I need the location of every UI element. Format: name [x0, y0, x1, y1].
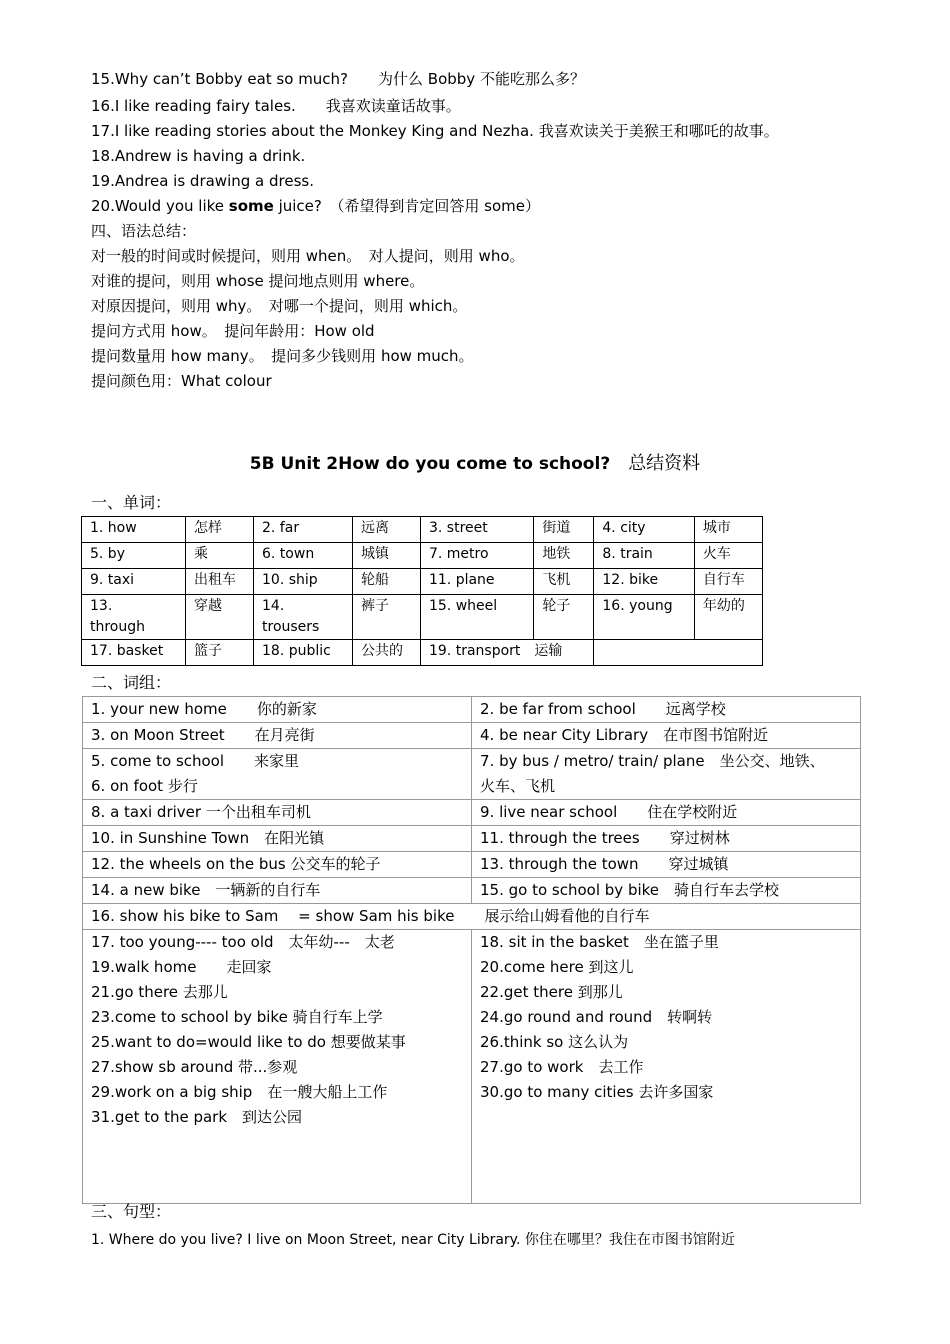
- table-cell: 17. basket: [82, 640, 186, 666]
- table-cell: 乘: [185, 543, 253, 569]
- title-cn: 总结资料: [628, 453, 701, 474]
- table-cell: 7. metro: [420, 543, 533, 569]
- table-cell: 19. transport 运输: [420, 640, 593, 666]
- table-cell: 裤子: [352, 595, 420, 640]
- list-item: 30.go to many cities 去许多国家: [480, 1083, 714, 1101]
- title-en: 5B Unit 2How do you come to school?: [249, 454, 611, 474]
- table-cell: 10. in Sunshine Town 在阳光镇: [83, 826, 472, 852]
- vocab-table: [81, 516, 763, 666]
- table-cell: 15. go to school by bike 骑自行车去学校: [472, 878, 861, 904]
- table-cell: 年幼的: [694, 595, 762, 640]
- table-row: [83, 697, 861, 723]
- cell-line: 火车、飞机: [480, 777, 556, 795]
- table-row: [83, 826, 861, 852]
- table-cell: 地铁: [534, 543, 594, 569]
- sentence-16: 16.I like reading fairy tales. 我喜欢读童话故事。: [91, 97, 461, 115]
- grammar-line-6: 提问颜色用：What colour: [91, 372, 272, 390]
- table-cell: 2. far: [254, 517, 353, 543]
- table-cell: 8. train: [594, 543, 695, 569]
- table-row: [83, 852, 861, 878]
- table-cell: 1. how: [82, 517, 186, 543]
- list-item: 24.go round and round 转啊转: [480, 1008, 713, 1026]
- list-item: 21.go there 去那儿: [91, 983, 228, 1001]
- table-row: [82, 569, 763, 595]
- sentence-20-bold: some: [228, 197, 274, 215]
- sentence-pattern-1: 1. Where do you live? I live on Moon Street, near City Library. 你住在哪里？我住在市图书馆附近: [91, 1232, 735, 1248]
- sentence-15: 15.Why can’t Bobby eat so much? 为什么 Bobby 不能吃那么多？: [91, 70, 585, 88]
- list-item: 17. too young---- too old 太年幼--- 太老: [91, 933, 395, 951]
- table-cell: 11. through the trees 穿过树林: [472, 826, 861, 852]
- section-phrases-heading: 二、词组：: [91, 673, 172, 692]
- table-cell: 怎样: [185, 517, 253, 543]
- page-title: [0, 449, 950, 475]
- grammar-line-5: 提问数量用 how many。 提问多少钱则用 how much。: [91, 347, 474, 365]
- sentence-17: 17.I like reading stories about the Monkey King and Nezha. 我喜欢读关于美猴王和哪吒的故事。: [91, 122, 779, 140]
- table-cell: 1. your new home 你的新家: [83, 697, 472, 723]
- cell-line: 14.: [262, 598, 285, 614]
- table-row: [83, 749, 861, 800]
- table-cell: 18. public: [254, 640, 353, 666]
- table-cell: 远离: [352, 517, 420, 543]
- table-cell: 12. the wheels on the bus 公交车的轮子: [83, 852, 472, 878]
- table-cell: 城市: [694, 517, 762, 543]
- cell-line: 7. by bus / metro/ train/ plane 坐公交、地铁、: [480, 752, 825, 770]
- sentence-20: [91, 196, 540, 216]
- grammar-line-3: 对原因提问，则用 why。 对哪一个提问，则用 which。: [91, 297, 468, 315]
- sentence-20-pre: 20.Would you like: [91, 197, 229, 215]
- phrases-table: [82, 696, 861, 1204]
- table-cell: 城镇: [352, 543, 420, 569]
- table-cell: 11. plane: [420, 569, 533, 595]
- table-cell: 16. show his bike to Sam = show Sam his bike 展示给山姆看他的自行车: [83, 904, 861, 930]
- table-row: [82, 543, 763, 569]
- list-item: 26.think so 这么认为: [480, 1033, 629, 1051]
- table-cell: 12. bike: [594, 569, 695, 595]
- cell-line: through: [90, 619, 146, 635]
- table-cell: 9. taxi: [82, 569, 186, 595]
- grammar-heading: 四、语法总结：: [91, 222, 197, 240]
- list-item: 31.get to the park 到达公园: [91, 1108, 303, 1126]
- list-item: 27.show sb around 带...参观: [91, 1058, 298, 1076]
- sentence-20-post: juice? （希望得到肯定回答用 some）: [273, 197, 540, 215]
- grammar-line-4: 提问方式用 how。 提问年龄用：How old: [91, 322, 375, 340]
- table-cell: 4. city: [594, 517, 695, 543]
- table-cell: 8. a taxi driver 一个出租车司机: [83, 800, 472, 826]
- list-item: 25.want to do=would like to do 想要做某事: [91, 1033, 406, 1051]
- table-cell: 10. ship: [254, 569, 353, 595]
- table-cell: 16. young: [594, 595, 695, 640]
- grammar-line-1: 对一般的时间或时候提问，则用 when。 对人提问，则用 who。: [91, 247, 525, 265]
- table-cell: 4. be near City Library 在市图书馆附近: [472, 723, 861, 749]
- table-row: [83, 800, 861, 826]
- list-item: 22.get there 到那儿: [480, 983, 623, 1001]
- table-row: [83, 878, 861, 904]
- table-cell: 街道: [534, 517, 594, 543]
- section-vocab-heading: 一、单词：: [91, 493, 172, 512]
- table-cell: 轮子: [534, 595, 594, 640]
- table-cell: 轮船: [352, 569, 420, 595]
- sentence-19: 19.Andrea is drawing a dress.: [91, 172, 314, 190]
- list-item: 29.work on a big ship 在一艘大船上工作: [91, 1083, 388, 1101]
- table-cell: 13. through the town 穿过城镇: [472, 852, 861, 878]
- table-row: [82, 517, 763, 543]
- table-cell: 穿越: [185, 595, 253, 640]
- table-cell: [472, 930, 861, 1204]
- table-cell: 自行车: [694, 569, 762, 595]
- table-cell: 火车: [694, 543, 762, 569]
- table-cell: 15. wheel: [420, 595, 533, 640]
- cell-line: 5. come to school 来家里: [91, 752, 300, 770]
- table-cell: 6. town: [254, 543, 353, 569]
- list-item: 20.come here 到这儿: [480, 958, 634, 976]
- table-row: [83, 723, 861, 749]
- cell-line: trousers: [262, 619, 320, 635]
- table-cell: [83, 930, 472, 1204]
- grammar-line-2: 对谁的提问，则用 whose 提问地点则用 where。: [91, 272, 425, 290]
- table-cell: [83, 749, 472, 800]
- table-cell: 3. on Moon Street 在月亮街: [83, 723, 472, 749]
- table-cell: 公共的: [352, 640, 420, 666]
- table-cell: 5. by: [82, 543, 186, 569]
- table-row: [83, 930, 861, 1204]
- table-cell: 2. be far from school 远离学校: [472, 697, 861, 723]
- table-cell: [594, 640, 763, 666]
- table-cell: 3. street: [420, 517, 533, 543]
- cell-line: 6. on foot 步行: [91, 777, 198, 795]
- table-row: [82, 595, 763, 640]
- table-cell: 14. a new bike 一辆新的自行车: [83, 878, 472, 904]
- table-cell: 9. live near school 住在学校附近: [472, 800, 861, 826]
- table-cell: 飞机: [534, 569, 594, 595]
- sentence-18: 18.Andrew is having a drink.: [91, 147, 306, 165]
- table-cell: [472, 749, 861, 800]
- table-cell: [82, 595, 186, 640]
- table-row: [83, 904, 861, 930]
- table-cell: 出租车: [185, 569, 253, 595]
- list-item: 19.walk home 走回家: [91, 958, 272, 976]
- table-cell: 篮子: [185, 640, 253, 666]
- table-row: [82, 640, 763, 666]
- list-item: 27.go to work 去工作: [480, 1058, 644, 1076]
- table-cell: [254, 595, 353, 640]
- list-item: 18. sit in the basket 坐在篮子里: [480, 933, 719, 951]
- list-item: 23.come to school by bike 骑自行车上学: [91, 1008, 383, 1026]
- cell-line: 13.: [90, 598, 113, 614]
- section-sentences-heading: 三、句型：: [91, 1202, 172, 1221]
